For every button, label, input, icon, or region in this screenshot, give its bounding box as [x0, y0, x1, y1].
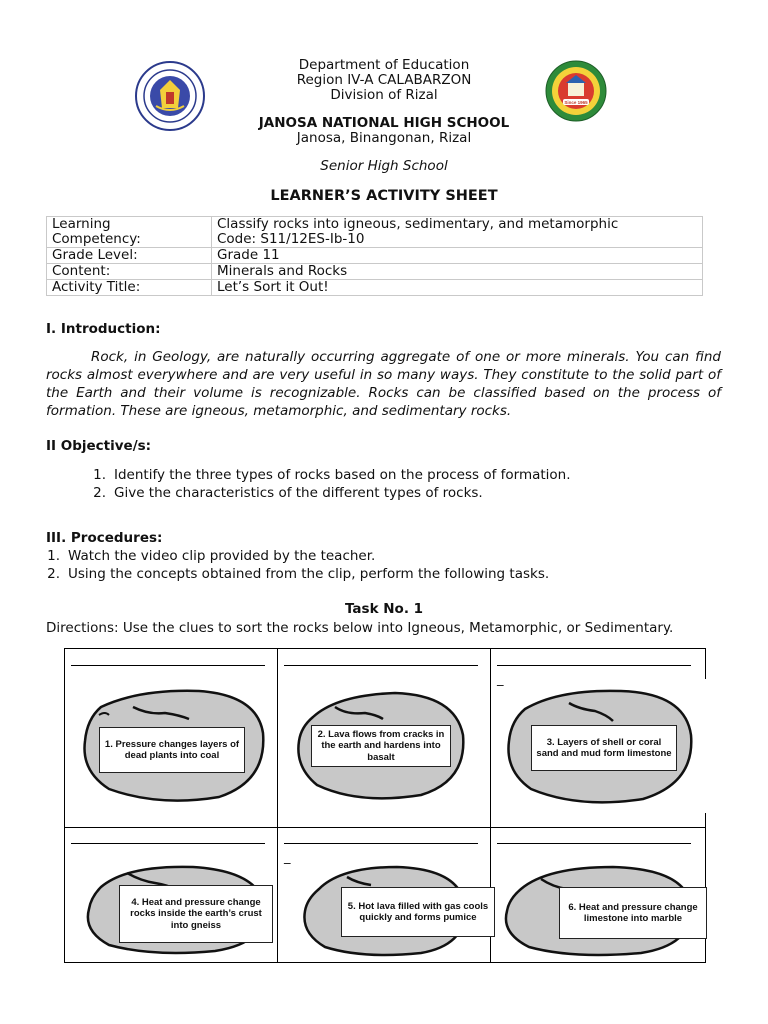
- sheet-title: LEARNER’S ACTIVITY SHEET: [270, 188, 498, 204]
- svg-text:Since 1965: Since 1965: [564, 100, 588, 105]
- info-label: Grade Level:: [47, 248, 212, 264]
- task-title: Task No. 1: [344, 601, 424, 617]
- header-region: Region IV-A CALABARZON: [296, 72, 472, 88]
- answer-blank-5[interactable]: [284, 843, 478, 844]
- clue-box-6: 6. Heat and pressure change limestone into marble: [559, 887, 707, 939]
- task-directions: Directions: Use the clues to sort the rocks below into Igneous, Metamorphic, or Sedimentary.: [46, 620, 674, 636]
- objective-item: 2. Give the characteristics of the different types of rocks.: [93, 485, 483, 501]
- info-label: Learning Competency:: [47, 217, 212, 248]
- procedure-item: 2. Using the concepts obtained from the clip, perform the following tasks.: [47, 566, 550, 582]
- table-row: [47, 264, 703, 280]
- activity-info-table: [46, 216, 703, 296]
- clue-box-1: 1. Pressure changes layers of dead plants into coal: [99, 727, 245, 773]
- table-row: [47, 248, 703, 264]
- info-value: Let’s Sort it Out!: [212, 280, 703, 296]
- procedure-item: 1. Watch the video clip provided by the teacher.: [47, 548, 376, 564]
- intro-heading: I. Introduction:: [46, 321, 161, 337]
- clue-box-5: 5. Hot lava filled with gas cools quickly and forms pumice: [341, 887, 495, 937]
- answer-blank-2[interactable]: [284, 665, 478, 666]
- objective-item: 1. Identify the three types of rocks based on the process of formation.: [93, 467, 571, 483]
- info-label: Content:: [47, 264, 212, 280]
- grid-divider: [65, 827, 705, 828]
- grid-border-gap: [703, 679, 707, 813]
- table-row: [47, 217, 703, 248]
- info-value: Classify rocks into igneous, sedimentary, and metamorphic Code: S11/12ES-Ib-10: [212, 217, 703, 248]
- header-division: Division of Rizal: [330, 87, 438, 103]
- objectives-heading: II Objective/s:: [46, 438, 152, 454]
- table-row: [47, 280, 703, 296]
- answer-blank-3[interactable]: [497, 665, 691, 666]
- school-address: Janosa, Binangonan, Rizal: [296, 130, 472, 146]
- header-department: Department of Education: [298, 57, 470, 73]
- clue-box-4: 4. Heat and pressure change rocks inside the earth’s crust into gneiss: [119, 885, 273, 943]
- answer-blank-6[interactable]: [497, 843, 691, 844]
- answer-blank-1[interactable]: [71, 665, 265, 666]
- answer-blank-4[interactable]: [71, 843, 265, 844]
- clue-box-3: 3. Layers of shell or coral sand and mud form limestone: [531, 725, 677, 771]
- info-value: Minerals and Rocks: [212, 264, 703, 280]
- stray-mark: _: [284, 850, 291, 865]
- program-label: Senior High School: [320, 158, 448, 174]
- clue-box-2: 2. Lava flows from cracks in the earth and hardens into basalt: [311, 725, 451, 767]
- info-label: Activity Title:: [47, 280, 212, 296]
- grid-divider: [277, 649, 278, 962]
- info-value: Grade 11: [212, 248, 703, 264]
- school-name: JANOSA NATIONAL HIGH SCHOOL: [258, 115, 510, 131]
- rock-sorting-grid: [64, 648, 706, 963]
- intro-paragraph: Rock, in Geology, are naturally occurring aggregate of one or more minerals. You can find rocks almost everywhere and are very useful in so many ways. They constitute to the solid part of the Earth and their volume is recognizable. Rocks can be classified based on the process of formation. These are igneous, metamorphic, and sedimentary rocks.: [46, 349, 721, 419]
- procedures-heading: III. Procedures:: [46, 530, 163, 546]
- stray-mark: _: [497, 672, 504, 687]
